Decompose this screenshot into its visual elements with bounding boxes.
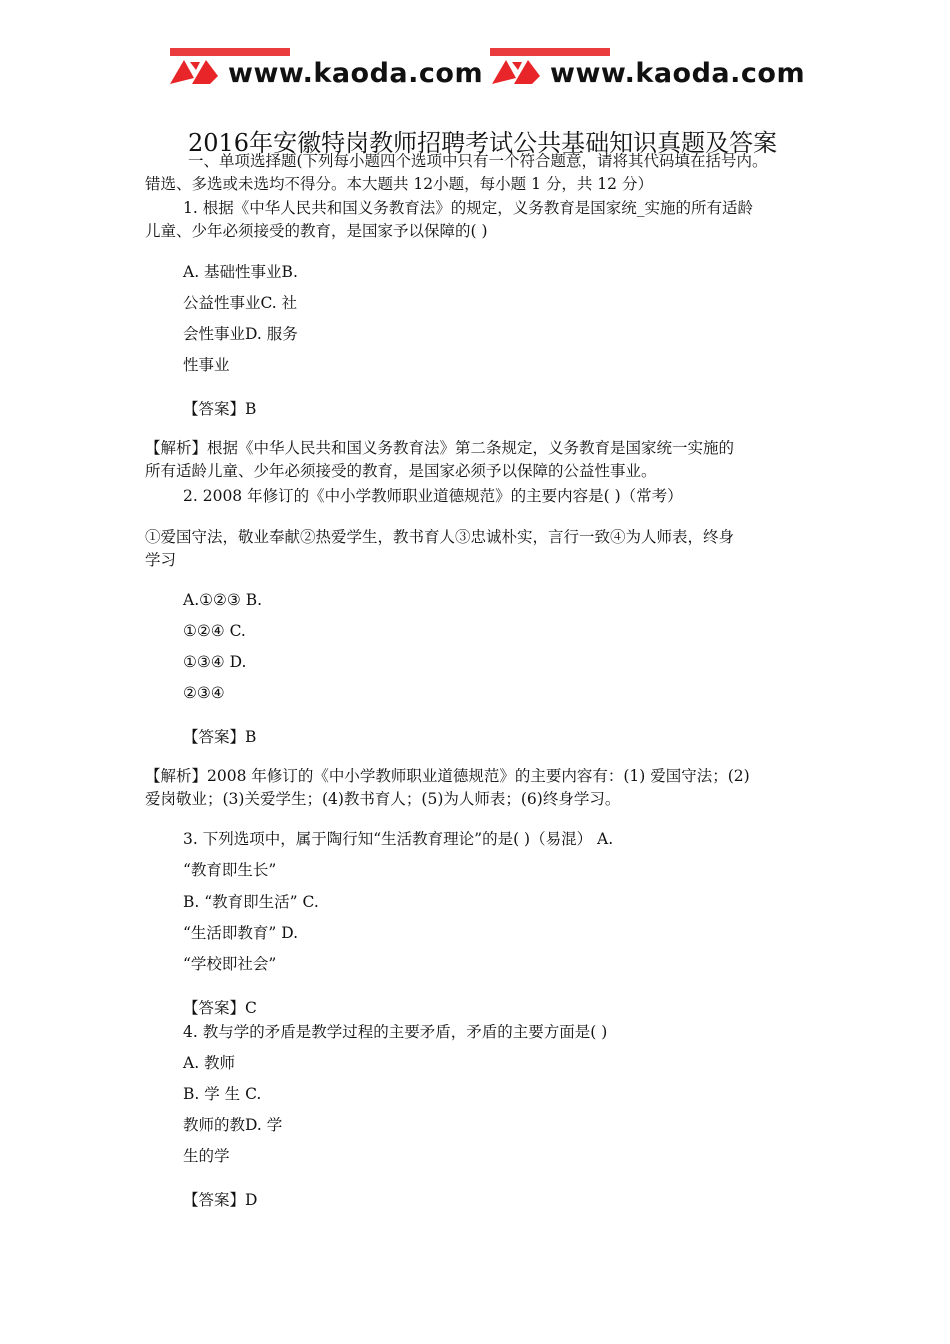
brand-band [170,48,290,56]
q3-option: “教育即生长” [183,861,277,879]
q1-stem: 儿童、少年必须接受的教育，是国家予以保障的( ) [145,222,488,240]
q4-option: B. 学 生 C. [183,1085,262,1103]
q4-option: 生的学 [183,1147,230,1165]
q1-stem: 1. 根据《中华人民共和国义务教育法》的规定，义务教育是国家统_实施的所有适龄 [183,199,753,217]
q2-option: ①②④ C. [183,622,246,640]
q4-option: 教师的教D. 学 [183,1116,283,1134]
page-title: 2016年安徽特岗教师招聘考试公共基础知识真题及答案 [188,129,778,157]
q2-option: ②③④ [183,684,225,702]
kaoda-logo-icon [492,56,552,86]
q1-analysis: 所有适龄儿童、少年必须接受的教育，是国家必须予以保障的公益性事业。 [145,462,657,480]
q3-option: “学校即社会” [183,955,277,973]
logo-text: www.kaoda.com [228,58,484,89]
q2-option: ①③④ D. [183,653,247,671]
q2-analysis: 【解析】2008 年修订的《中小学教师职业道德规范》的主要内容有：(1) 爱国守法；(2) [145,767,750,785]
q2-items: 学习 [145,551,177,569]
q3-option: “生活即教育” D. [183,924,299,942]
q2-answer: 【答案】B [183,728,257,746]
q1-option: 会性事业D. 服务 [183,325,298,343]
q1-option: 公益性事业C. 社 [183,294,298,312]
logo-text: www.kaoda.com [550,58,806,89]
q3-stem: 3. 下列选项中，属于陶行知“生活教育理论”的是( )（易混） A. [183,830,614,848]
q3-option: B. “教育即生活” C. [183,893,319,911]
q2-stem: 2. 2008 年修订的《中小学教师职业道德规范》的主要内容是( )（常考） [183,487,683,505]
section-intro: 错选、多选或未选均不得分。本大题共 12小题，每小题 1 分，共 12 分） [145,175,653,193]
q1-option: 性事业 [183,356,230,374]
q4-option: A. 教师 [183,1054,236,1072]
q2-option: A.①②③ B. [183,591,263,609]
q3-answer: 【答案】C [183,999,257,1017]
header-banner [170,48,810,96]
q2-items: ①爱国守法，敬业奉献②热爱学生，教书育人③忠诚朴实，言行一致④为人师表，终身 [145,528,735,546]
q1-answer: 【答案】B [183,400,257,418]
brand-band [490,48,610,56]
kaoda-logo-icon [170,56,230,86]
q1-analysis: 【解析】根据《中华人民共和国义务教育法》第二条规定，义务教育是国家统一实施的 [145,439,735,457]
q4-answer: 【答案】D [183,1191,258,1209]
q1-option: A. 基础性事业B. [183,263,298,281]
q4-stem: 4. 教与学的矛盾是教学过程的主要矛盾，矛盾的主要方面是( ) [183,1023,608,1041]
section-intro: 一、单项选择题(下列每小题四个选项中只有一个符合题意，请将其代码填在括号内。 [188,152,768,170]
q2-analysis: 爱岗敬业；(3)关爱学生；(4)教书育人；(5)为人师表；(6)终身学习。 [145,790,621,808]
